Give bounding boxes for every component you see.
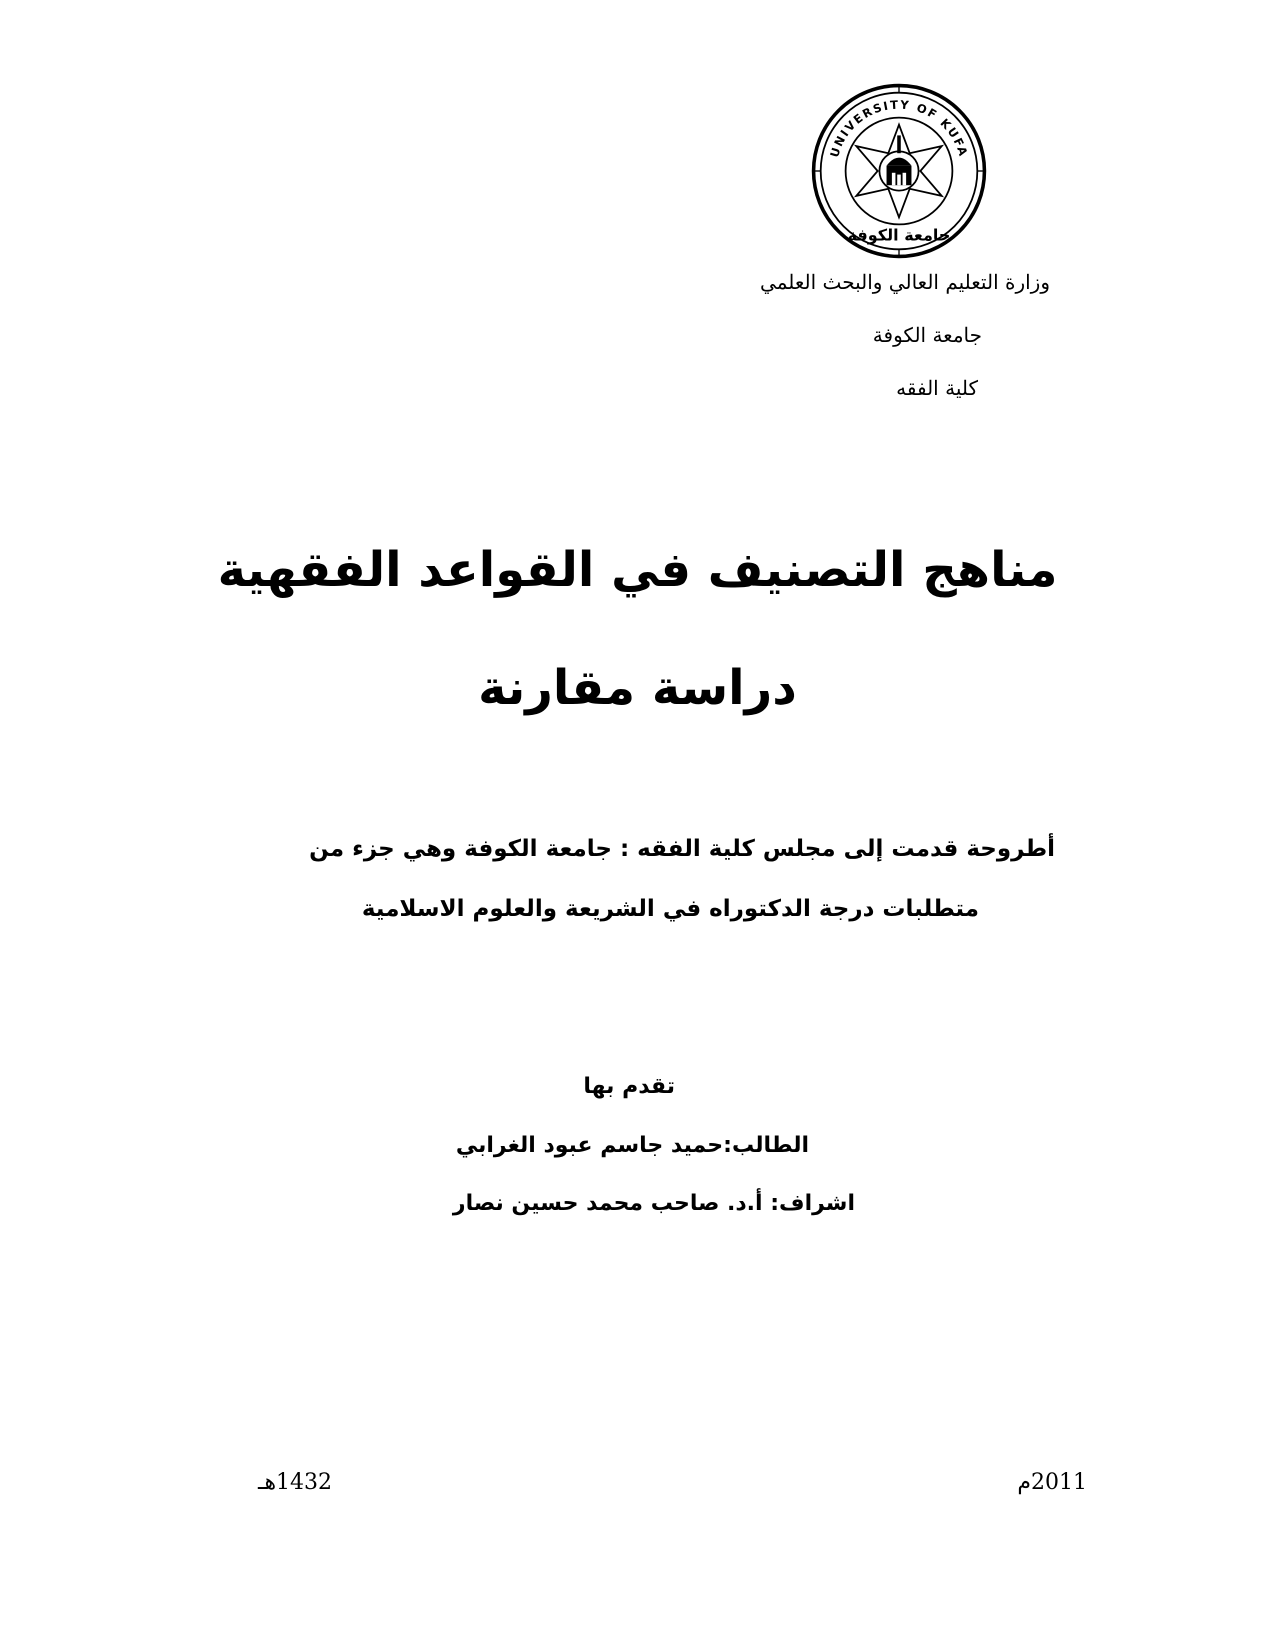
thesis-description-line-2: متطلبات درجة الدكتوراه في الشريعة والعلوم الاسلامية — [361, 896, 979, 922]
thesis-description-line-1: أطروحة قدمت إلى مجلس كلية الفقه : جامعة الكوفة وهي جزء من — [309, 836, 1055, 862]
presented-by-label: تقدم بها — [583, 1074, 675, 1099]
supervisor-name: اشراف: أ.د. صاحب محمد حسين نصار — [452, 1191, 855, 1216]
hijri-year: 1432هـ — [258, 1470, 333, 1495]
gregorian-year: 2011م — [1017, 1470, 1087, 1495]
thesis-subtitle: دراسة مقارنة — [478, 660, 797, 716]
college-name: كلية الفقه — [896, 376, 978, 400]
ministry-name: وزارة التعليم العالي والبحث العلمي — [760, 270, 1050, 294]
university-seal-logo — [810, 82, 988, 260]
university-name: جامعة الكوفة — [872, 323, 982, 347]
seal-inner-text: جامعة الكوفة — [847, 225, 951, 245]
thesis-title: مناهج التصنيف في القواعد الفقهية — [217, 542, 1058, 598]
seal-outer-text: UNIVERSITY OF KUFA — [827, 97, 971, 160]
student-name: الطالب:حميد جاسم عبود الغرابي — [455, 1133, 809, 1158]
